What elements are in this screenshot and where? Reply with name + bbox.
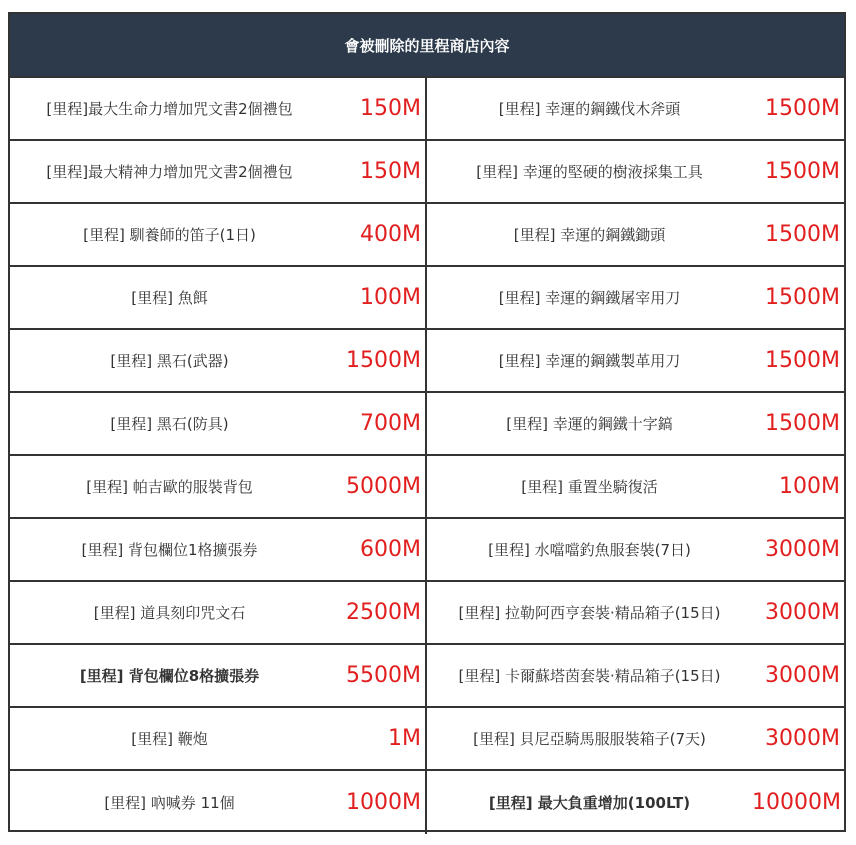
right-cell xyxy=(427,78,844,139)
item-name: [里程] 背包欄位8格擴張券 xyxy=(79,667,260,685)
table-row xyxy=(10,204,844,267)
right-cell xyxy=(427,204,844,265)
item-price: 400M xyxy=(360,222,421,247)
item-name: [里程]最大生命力增加咒文書2個禮包 xyxy=(46,100,293,118)
item-price: 150M xyxy=(360,96,421,121)
left-cell xyxy=(10,708,427,769)
right-cell xyxy=(427,645,844,706)
item-price: 1500M xyxy=(765,222,840,247)
right-cell xyxy=(427,708,844,769)
item-name: [里程] 幸運的鋼鐵製革用刀 xyxy=(498,352,681,370)
right-cell xyxy=(427,456,844,517)
item-price: 1500M xyxy=(765,411,840,436)
left-cell xyxy=(10,771,427,834)
item-price: 3000M xyxy=(765,726,840,751)
table-row xyxy=(10,78,844,141)
item-name: [里程] 吶喊券 11個 xyxy=(104,794,235,812)
item-price: 3000M xyxy=(765,600,840,625)
left-cell xyxy=(10,456,427,517)
right-cell xyxy=(427,393,844,454)
table-title: 會被刪除的里程商店內容 xyxy=(344,36,510,55)
item-name: [里程] 馴養師的笛子(1日) xyxy=(83,226,256,244)
item-price: 1M xyxy=(388,726,421,751)
item-price: 150M xyxy=(360,159,421,184)
item-name: [里程] 貝尼亞騎馬服服裝箱子(7天) xyxy=(473,730,706,748)
item-name: [里程]最大精神力增加咒文書2個禮包 xyxy=(46,163,293,181)
right-cell xyxy=(427,330,844,391)
item-name: [里程] 幸運的堅硬的樹液採集工具 xyxy=(476,163,703,181)
left-cell xyxy=(10,645,427,706)
item-name: [里程] 拉勒阿西亨套裝‧精品箱子(15日) xyxy=(458,604,721,622)
item-price: 100M xyxy=(360,285,421,310)
item-name: [里程] 背包欄位1格擴張券 xyxy=(81,541,258,559)
table-row xyxy=(10,330,844,393)
table-row xyxy=(10,456,844,519)
item-price: 5500M xyxy=(346,663,421,688)
item-name: [里程] 幸運的鋼鐵伐木斧頭 xyxy=(498,100,681,118)
table-row xyxy=(10,141,844,204)
left-cell xyxy=(10,267,427,328)
item-name: [里程] 重置坐騎復活 xyxy=(521,478,658,496)
item-name: [里程] 幸運的鋼鐵十字鎬 xyxy=(506,415,673,433)
item-price: 1500M xyxy=(765,285,840,310)
table-row xyxy=(10,393,844,456)
right-cell xyxy=(427,519,844,580)
item-name: [里程] 帕吉歐的服裝背包 xyxy=(86,478,253,496)
item-price: 100M xyxy=(779,474,840,499)
item-price: 2500M xyxy=(346,600,421,625)
table-header xyxy=(10,14,844,78)
right-cell xyxy=(427,141,844,202)
item-price: 1500M xyxy=(346,348,421,373)
item-name: [里程] 鞭炮 xyxy=(131,730,208,748)
left-cell xyxy=(10,582,427,643)
item-name: [里程] 水噹噹釣魚服套裝(7日) xyxy=(488,541,691,559)
table-row xyxy=(10,771,844,834)
item-price: 1500M xyxy=(765,96,840,121)
left-cell xyxy=(10,78,427,139)
item-price: 5000M xyxy=(346,474,421,499)
left-cell xyxy=(10,204,427,265)
mileage-shop-table xyxy=(8,12,846,832)
table-row xyxy=(10,267,844,330)
item-name: [里程] 黑石(武器) xyxy=(110,352,229,370)
left-cell xyxy=(10,393,427,454)
item-name: [里程] 幸運的鋼鐵鋤頭 xyxy=(513,226,666,244)
right-cell xyxy=(427,771,844,834)
item-price: 1000M xyxy=(346,790,421,815)
item-name: [里程] 幸運的鋼鐵屠宰用刀 xyxy=(498,289,681,307)
table-row xyxy=(10,582,844,645)
table-body xyxy=(10,78,844,834)
right-cell xyxy=(427,582,844,643)
item-price: 1500M xyxy=(765,348,840,373)
left-cell xyxy=(10,141,427,202)
item-price: 10000M xyxy=(752,790,841,815)
item-name: [里程] 卡爾蘇塔茵套裝‧精品箱子(15日) xyxy=(458,667,721,685)
left-cell xyxy=(10,519,427,580)
item-price: 1500M xyxy=(765,159,840,184)
item-price: 3000M xyxy=(765,537,840,562)
item-price: 600M xyxy=(360,537,421,562)
item-price: 3000M xyxy=(765,663,840,688)
table-row xyxy=(10,519,844,582)
item-name: [里程] 最大負重增加(100LT) xyxy=(488,794,691,812)
right-cell xyxy=(427,267,844,328)
item-name: [里程] 道具刻印咒文石 xyxy=(93,604,246,622)
left-cell xyxy=(10,330,427,391)
item-price: 700M xyxy=(360,411,421,436)
table-row xyxy=(10,708,844,771)
table-row xyxy=(10,645,844,708)
item-name: [里程] 黑石(防具) xyxy=(110,415,229,433)
item-name: [里程] 魚餌 xyxy=(131,289,208,307)
